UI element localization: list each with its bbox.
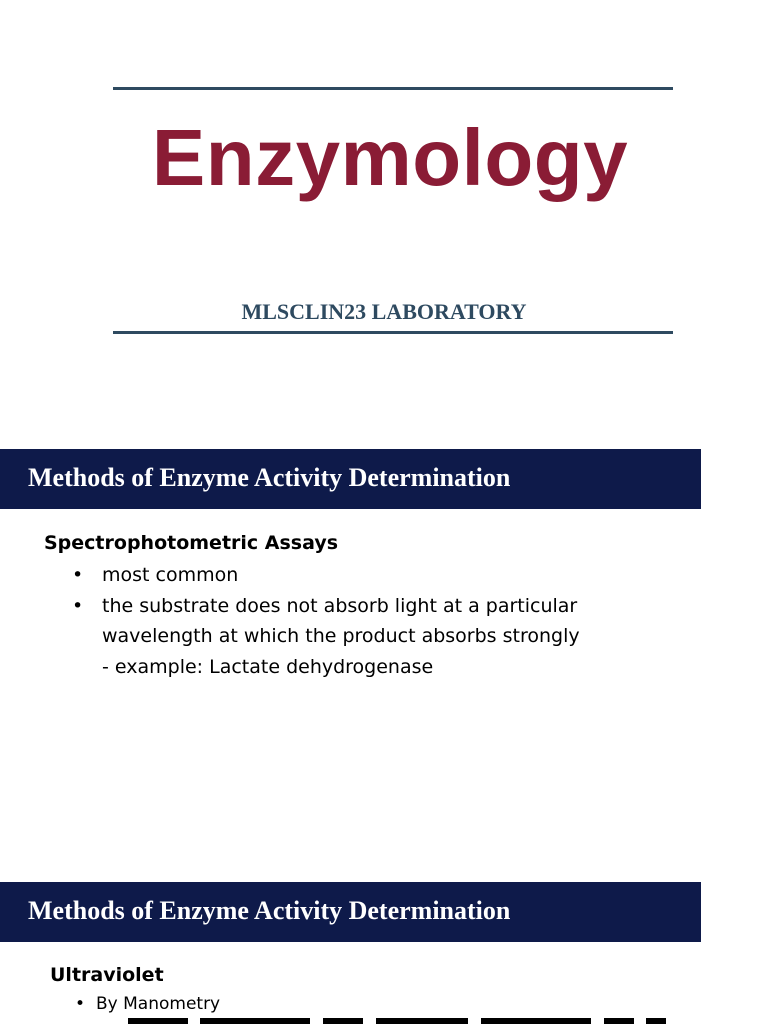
title-rule-top	[113, 87, 673, 90]
section-heading: Ultraviolet	[50, 964, 164, 986]
section-header-title: Methods of Enzyme Activity Determination	[28, 463, 511, 492]
list-item	[75, 990, 675, 1018]
list-item-text: wavelength at which the product absorbs strongly	[102, 625, 580, 647]
cropped-text-line	[128, 1018, 668, 1024]
main-title: Enzymology	[151, 113, 629, 202]
section-header-band	[0, 449, 701, 509]
list-item-text: the substrate does not absorb light at a particular	[102, 594, 578, 617]
list-item-text: - example: Lactate dehydrogenase	[102, 655, 434, 678]
bullet-icon: •	[75, 994, 86, 1014]
bullet-list	[72, 560, 672, 682]
list-item	[72, 591, 672, 683]
list-item	[72, 560, 672, 591]
subtitle: MLSCLIN23 LABORATORY	[241, 299, 527, 324]
list-item-text: most common	[102, 564, 239, 586]
bullet-icon: •	[72, 564, 84, 586]
section-header-band	[0, 882, 701, 942]
section-heading: Spectrophotometric Assays	[44, 532, 339, 554]
title-rule-bottom	[113, 331, 673, 334]
list-item-text: By Manometry	[96, 994, 221, 1014]
bullet-list	[75, 990, 675, 1018]
bullet-icon: •	[72, 594, 84, 617]
section-header-title: Methods of Enzyme Activity Determination	[28, 896, 511, 925]
